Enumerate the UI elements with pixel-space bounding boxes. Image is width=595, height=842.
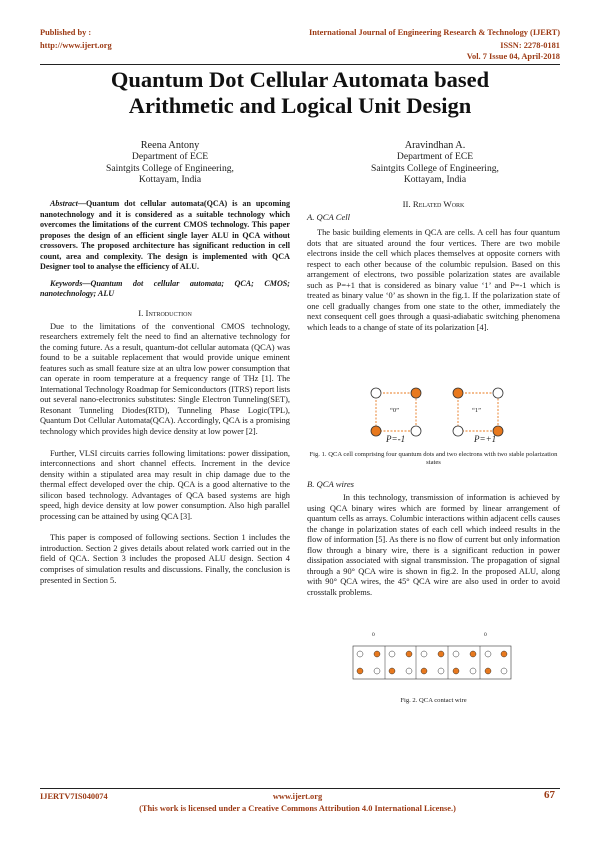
intro-paragraph: This paper is composed of following sections. Section 1 includes the introduction. Section 2 gives details about related work carried out in the field of QCA. Section 3 includes the proposed ALU design. Section 4 comprises of simulation results and discussions. Finally, the conclusion is presented in Section 5. bbox=[40, 533, 290, 585]
author-dept: Department of ECE bbox=[396, 151, 474, 163]
journal-url-link[interactable]: http://www.ijert.org bbox=[40, 41, 112, 50]
figure-2-qca-contact-wire bbox=[352, 645, 512, 680]
author-college: Saintgits College of Engineering, bbox=[106, 162, 234, 174]
abstract-text: —Quantum dot cellular automata(QCA) is an upcoming nanotechnology and it is considered as a suitable technology which overcomes the limitations of the current CMOS technology. This paper proposes the design of an efficient single layer ALU in QCA without crossovers. The proposed architecture has significant reduction in cell count, area and complexity. The design is implemented with QCA Designer tool to analyse the efficiency of ALU. bbox=[40, 199, 290, 271]
qca-wires-paragraph: In this technology, transmission of information is achieved by using QCA binary wires which are formed by linear arrangement of quantum cells as arrays. Columbic interactions within adjacent cells causes the change in polarization states of each cell which indeed results in the flow of information [5]. As there is no flow of current but only information flow through a binary wire, there is a significant reduction in power dissipation associated with signal transmission. The propagation of signal through a 90° QCA wire is shown in fig.2. In the proposed ALU, along with 90° QCA wires, the 45° QCA wire are also used in order to avoid crosstalk problems. bbox=[307, 493, 560, 597]
abstract bbox=[40, 199, 290, 273]
subsection-heading-qca-cell: A. QCA Cell bbox=[307, 212, 351, 222]
author-block-2 bbox=[345, 140, 525, 186]
author-dept: Department of ECE bbox=[131, 151, 209, 163]
author-place: Kottayam, India bbox=[138, 174, 202, 186]
fig1-label-one: “1” bbox=[472, 407, 482, 414]
figure-1-caption: Fig. 1. QCA cell comprising four quantum dots and two electrons with two stable polarization states bbox=[309, 451, 558, 466]
fig1-label-zero: “0” bbox=[390, 407, 400, 414]
qca-cell-paragraph: The basic building elements in QCA are cells. A cell has four quantum dots that are situated around the four vertices. There are two mobile electrons inside the cell which places themselves at opposite corners with respect to each other because of the columbic repulsion. Based on this arrangement of electrons, two possible polarization states are available such as P=+1 that is considered as binary value ‘1’ and P=-1 which is treated as binary value ‘0’ as shown in the fig.1. If the polarization state of one cell gradually changes from one state to the other, immediately the next consequent cell goes through a quasi-adiabatic switching phenomena which leads to a change of state of its polarization [4]. bbox=[307, 228, 560, 332]
intro-paragraph: Due to the limitations of the conventional CMOS technology, researchers extremely felt the need to find an alternative technology for the coming future. As a result, quantum-dot cellular automata (QCA) was found to be a suitable replacement that would provide unique eminent features such as small feature size at an ultra low power consumption that can operate in room temperature at a frequency range of THz [1]. The International Technology Roadmap for Semiconductors (ITRS) report lists out several nano-electronics substitutes: Single Electron Tunneling(SET), Resonant Tunneling Diodes(RTD), Tunneling Phase Logic(TPL), Quantum Dot Cellular Automata(QCA). Accordingly, QCA is a promising technology which provides high device density at low power [2]. bbox=[40, 321, 290, 436]
page-number: 67 bbox=[544, 789, 555, 801]
fig2-input-label: 0 bbox=[372, 632, 375, 638]
right-column bbox=[307, 199, 560, 333]
keywords-label: Keywords bbox=[50, 278, 83, 288]
volume-issue: Vol. 7 Issue 04, April-2018 bbox=[466, 52, 560, 61]
section-heading-related-work: II. Related Work bbox=[402, 199, 465, 209]
keywords-text: —Quantum dot cellular automata; QCA; CMOS; nanotechnology; ALU bbox=[40, 278, 290, 298]
paper-title-line1: Quantum Dot Cellular Automata based bbox=[110, 67, 490, 92]
left-column bbox=[40, 199, 290, 586]
header-rule bbox=[40, 64, 560, 65]
footer-url-link[interactable]: www.ijert.org bbox=[272, 792, 323, 801]
author-place: Kottayam, India bbox=[403, 174, 467, 186]
fig2-output-label: 0 bbox=[484, 632, 487, 638]
intro-paragraph: Further, VLSI circuits carries following limitations: power dissipation, interconnections and short channel effects. Increment in the device density within a stipulated area may result in chip damage due to the thermal effect developed over the chip. QCA is a good alternative to the silicon based technology. Advantages of QCA based systems are high speed, high device density at low power consumption. Also high parallel processing can be attained by using QCA [3]. bbox=[40, 448, 290, 521]
paper-title-line2: Arithmetic and Logical Unit Design bbox=[128, 93, 472, 118]
qca-cell-body bbox=[307, 228, 560, 333]
author-name: Reena Antony bbox=[140, 140, 200, 151]
footer-rule bbox=[40, 788, 560, 789]
introduction-body bbox=[40, 322, 290, 587]
author-name: Aravindhan A. bbox=[404, 140, 466, 151]
qca-wires-body bbox=[307, 493, 560, 598]
author-block-1 bbox=[80, 140, 260, 186]
fig1-polarization-plus: P=+1 bbox=[474, 434, 497, 444]
journal-name: International Journal of Engineering Research & Technology (IJERT) bbox=[308, 28, 560, 37]
license-notice: (This work is licensed under a Creative Commons Attribution 4.0 International License.) bbox=[139, 804, 456, 813]
author-college: Saintgits College of Engineering, bbox=[371, 162, 499, 174]
abstract-label: Abstract bbox=[50, 199, 78, 208]
keywords bbox=[40, 279, 290, 300]
figure-2-caption: Fig. 2. QCA contact wire bbox=[400, 697, 467, 704]
qca-wires-section bbox=[307, 479, 560, 598]
subsection-heading-qca-wires: B. QCA wires bbox=[307, 479, 355, 489]
fig1-polarization-minus: P=-1 bbox=[386, 434, 406, 444]
issn: ISSN: 2278-0181 bbox=[500, 41, 560, 50]
paper-id: IJERTV7IS040074 bbox=[40, 792, 108, 801]
publisher-label: Published by : bbox=[40, 28, 92, 37]
section-heading-introduction: I. Introduction bbox=[138, 307, 192, 318]
